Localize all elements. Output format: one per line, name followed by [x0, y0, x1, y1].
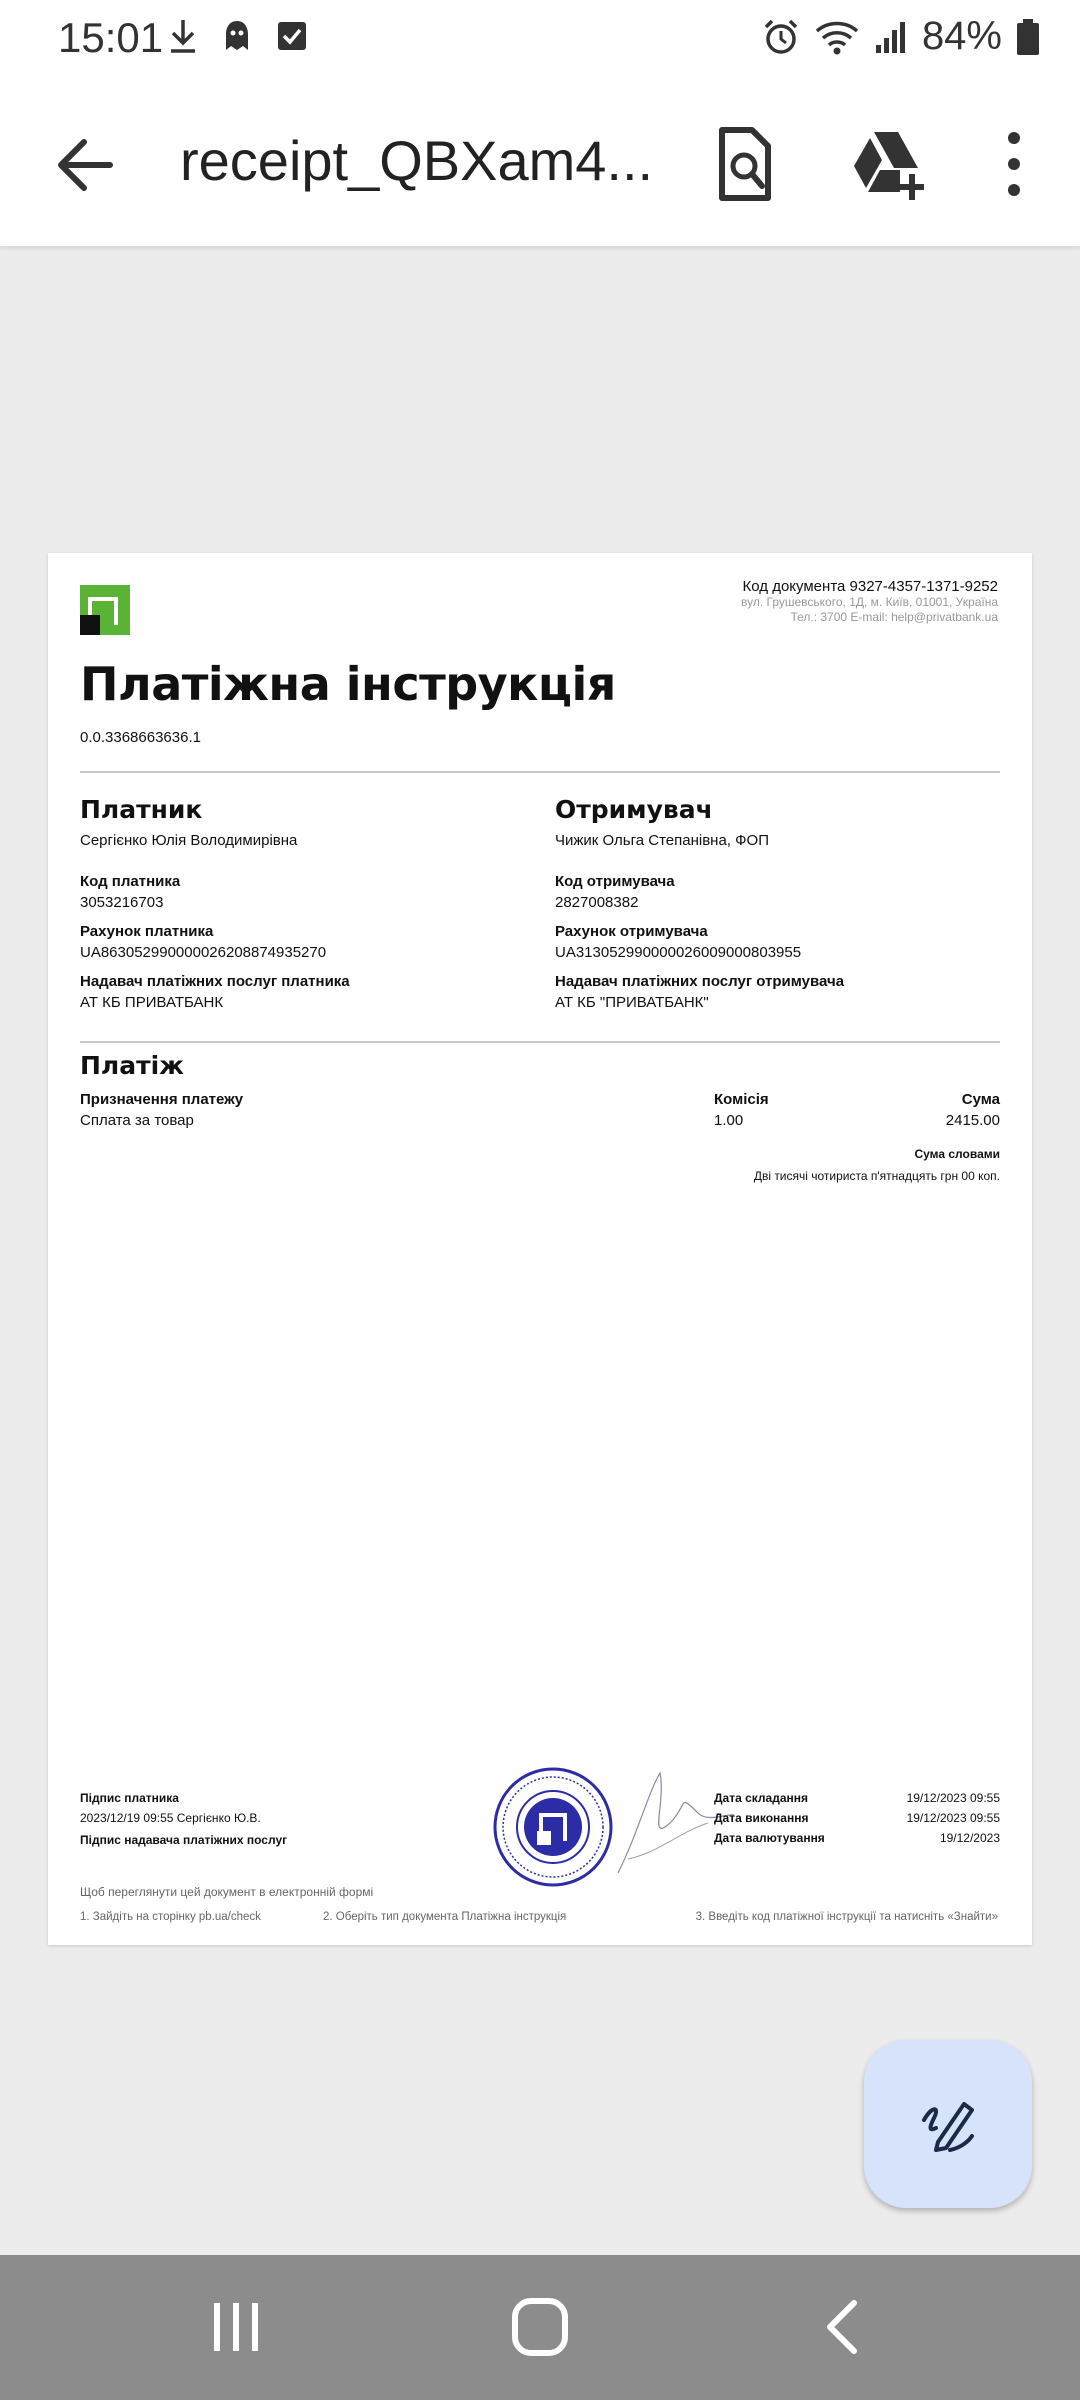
battery-percent: 84% — [921, 14, 1002, 58]
recipient-section — [555, 795, 995, 1011]
app-bar — [0, 80, 1080, 247]
sum-value: 2415.00 — [945, 1112, 1000, 1129]
divider — [80, 1041, 1000, 1043]
date-row — [714, 1791, 1000, 1805]
footer-step-2: 2. Оберіть тип документа Платіжна інструкція — [323, 1911, 567, 1923]
created-label: Дата складання — [714, 1791, 809, 1805]
wifi-icon — [814, 18, 860, 56]
home-icon[interactable] — [510, 2295, 570, 2359]
payment-purpose — [80, 1091, 243, 1129]
payment-fee — [714, 1091, 769, 1129]
alarm-icon — [762, 18, 800, 56]
bank-stamp-icon — [491, 1765, 615, 1889]
recipient-name: Чижик Ольга Степанівна, ФОП — [555, 832, 769, 849]
created-value: 19/12/2023 09:55 — [906, 1791, 1000, 1805]
dates-block — [714, 1791, 1000, 1845]
sum-label: Сума — [961, 1091, 1000, 1108]
footer-intro: Щоб переглянути цей документ в електронній формі — [80, 1885, 374, 1899]
payer-signature-block — [80, 1791, 287, 1847]
doc-number: 0.0.3368663636.1 — [80, 729, 201, 746]
document-code-block — [741, 578, 998, 625]
bank-address: вул. Грушевського, 1Д, м. Київ, 01001, Україна — [741, 595, 998, 609]
sum-words-value: Дві тисячі чотириста п'ятнадцять грн 00 коп. — [753, 1169, 1000, 1183]
payer-section — [80, 795, 520, 1011]
privatbank-logo — [80, 585, 130, 635]
back-arrow-icon[interactable] — [50, 130, 120, 200]
payer-code-label: Код платника — [80, 873, 181, 890]
footer-step-1: 1. Зайдіть на сторінку pb.ua/check — [80, 1911, 261, 1923]
sum-words-label: Сума словами — [914, 1147, 1000, 1161]
date-row — [714, 1831, 1000, 1845]
value-date-label: Дата валютування — [714, 1831, 825, 1845]
back-nav-icon[interactable] — [820, 2297, 864, 2357]
payer-signature-value: 2023/12/19 09:55 Сергієнко Ю.В. — [80, 1811, 261, 1825]
divider — [80, 771, 1000, 773]
recipient-account-label: Рахунок отримувача — [555, 923, 708, 940]
fee-label: Комісія — [714, 1091, 769, 1108]
payer-heading: Платник — [80, 795, 203, 824]
doc-heading: Платіжна інструкція — [80, 657, 616, 711]
date-row — [714, 1811, 1000, 1825]
executed-value: 19/12/2023 09:55 — [906, 1811, 1000, 1825]
provider-signature-label: Підпис надавача платіжних послуг — [80, 1833, 288, 1847]
ghost-icon — [220, 18, 254, 54]
payer-account-label: Рахунок платника — [80, 923, 214, 940]
recipient-heading: Отримувач — [555, 795, 713, 824]
payer-provider: АТ КБ ПРИВАТБАНК — [80, 994, 224, 1011]
system-navigation-bar — [0, 2255, 1080, 2400]
recents-icon[interactable] — [210, 2299, 262, 2355]
purpose-value: Сплата за товар — [80, 1112, 194, 1129]
download-icon — [168, 18, 198, 54]
sum-in-words — [754, 1147, 1000, 1183]
recipient-provider: АТ КБ "ПРИВАТБАНК" — [555, 994, 709, 1011]
edit-fab-button[interactable] — [864, 2040, 1032, 2208]
bank-contacts: Тел.: 3700 E-mail: help@privatbank.ua — [790, 610, 998, 624]
draw-pen-icon — [916, 2092, 980, 2156]
document-code: Код документа 9327-4357-1371-9252 — [742, 578, 998, 595]
payer-name: Сергієнко Юлія Володимирівна — [80, 832, 298, 849]
document-title: receipt_QBXam4... — [180, 129, 654, 192]
footer-step-3: 3. Введіть код платіжної інструкції та натисніть «Знайти» — [695, 1911, 998, 1923]
fee-value: 1.00 — [714, 1112, 744, 1129]
battery-icon — [1016, 18, 1040, 56]
recipient-code-label: Код отримувача — [555, 873, 675, 890]
value-date-value: 19/12/2023 — [939, 1831, 1000, 1845]
payer-account: UA863052990000026208874935270 — [80, 944, 327, 961]
payment-sum — [946, 1091, 1000, 1129]
executed-label: Дата виконання — [714, 1811, 809, 1825]
payer-provider-label: Надавач платіжних послуг платника — [80, 973, 350, 990]
find-in-document-icon[interactable] — [704, 124, 784, 204]
status-bar — [0, 0, 1080, 80]
document-page — [48, 553, 1032, 1945]
payer-signature-label: Підпис платника — [80, 1791, 179, 1805]
payment-heading: Платіж — [80, 1051, 185, 1080]
recipient-code: 2827008382 — [555, 894, 639, 911]
status-time: 15:01 — [58, 14, 164, 61]
recipient-account: UA313052990000026009000803955 — [555, 944, 802, 961]
add-to-drive-icon[interactable] — [848, 124, 928, 204]
payer-code: 3053216703 — [80, 894, 164, 911]
recipient-provider-label: Надавач платіжних послуг отримувача — [555, 973, 845, 990]
signal-icon — [874, 19, 908, 55]
more-options-icon[interactable] — [974, 124, 1054, 204]
purpose-label: Призначення платежу — [80, 1091, 244, 1108]
checkbox-icon — [276, 20, 308, 52]
